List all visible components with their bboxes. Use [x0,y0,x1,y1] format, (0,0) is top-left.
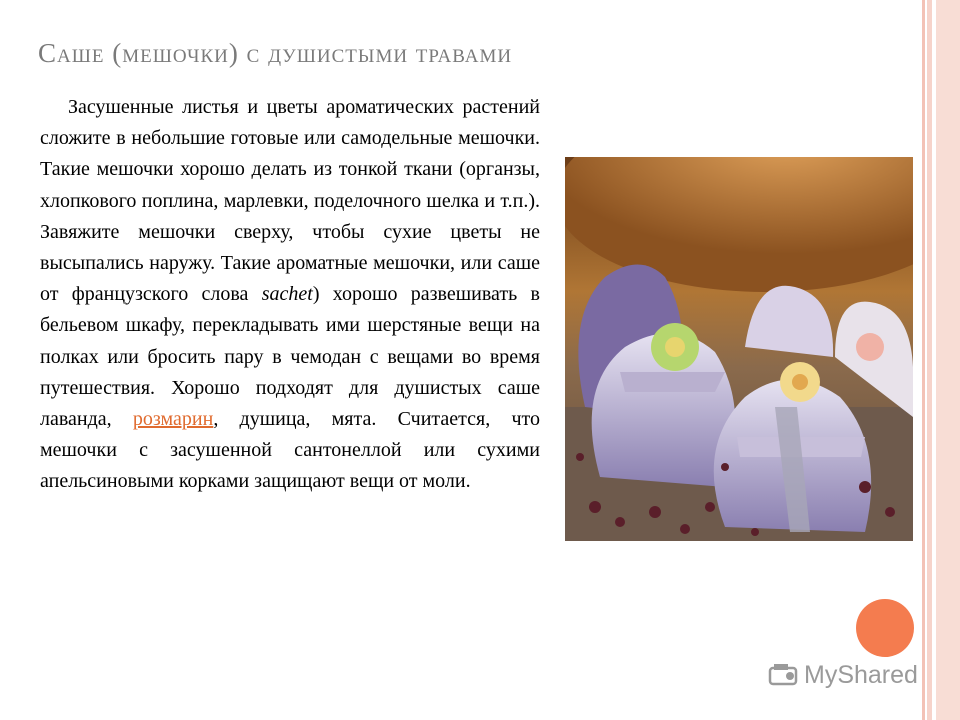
paragraph-text-2: ) хорошо развешивать в бельевом шкафу, перекладывать ими шерстяные вещи на полках или бросить пару в чемодан с вещами во время путешествия. Хорошо подходят для душистых саше лаванда, [40,283,540,431]
projector-icon [768,662,800,688]
slide-title: Саше (мешочки) с душистыми травами [38,38,513,68]
decorative-stripes [922,0,960,720]
sachets-illustration [565,157,913,541]
accent-circle [856,599,914,657]
stripe-medium [927,0,932,720]
paragraph-text-1: Засушенные листья и цветы ароматических растений сложите в небольшие готовые или самодельные мешочки. Такие мешочки хорошо делать из тонкой ткани (органзы, хлопкового поплина, марлевки, поделочного шелка и т.п.). Завяжите мешочки сверху, чтобы сухие цветы не высыпались наружу. Такие ароматные мешочки, или саше от французского слова [40,96,540,306]
watermark-text: MyShared [804,660,918,689]
stripe-thin [922,0,925,720]
stripe-wide [936,0,960,720]
paragraph-text-3: , душица, мята. Считается, что мешочки с засушенной сантонеллой или сухими апельсиновыми корками защищают вещи от моли. [40,408,541,493]
sachets-photo [565,157,913,541]
body-paragraph [40,92,540,498]
watermark [768,658,918,692]
paragraph-italic-word: sachet [261,283,313,306]
rosemary-link[interactable]: розмарин [132,408,214,431]
